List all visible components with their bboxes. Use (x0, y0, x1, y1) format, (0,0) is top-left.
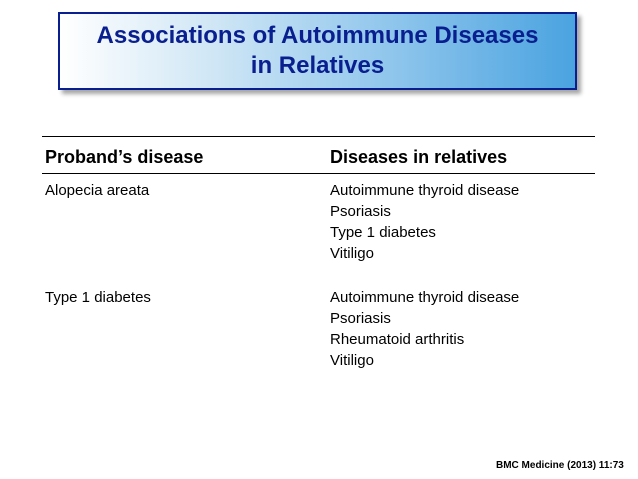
relatives-list (330, 287, 519, 371)
relative-disease: Vitiligo (330, 352, 374, 369)
slide-title-line-1: Associations of Autoimmune Diseases (96, 22, 539, 49)
proband-disease: Type 1 diabetes (45, 289, 151, 306)
slide-title-line-2: in Relatives (250, 52, 385, 79)
citation: BMC Medicine (2013) 11:73 (496, 460, 624, 471)
relative-disease: Autoimmune thyroid disease (330, 289, 520, 306)
relatives-list (330, 180, 519, 264)
relative-disease: Autoimmune thyroid disease (330, 182, 520, 199)
relative-disease: Type 1 diabetes (330, 224, 436, 241)
title-box (58, 12, 577, 90)
column-header-proband: Proband’s disease (45, 147, 204, 167)
relative-disease: Vitiligo (330, 245, 374, 262)
table-top-rule (42, 136, 595, 137)
relative-disease: Psoriasis (330, 310, 391, 327)
table-header-rule (42, 173, 595, 174)
relative-disease: Rheumatoid arthritis (330, 331, 465, 348)
column-header-relatives: Diseases in relatives (330, 147, 508, 167)
proband-disease: Alopecia areata (45, 182, 150, 199)
relative-disease: Psoriasis (330, 203, 391, 220)
